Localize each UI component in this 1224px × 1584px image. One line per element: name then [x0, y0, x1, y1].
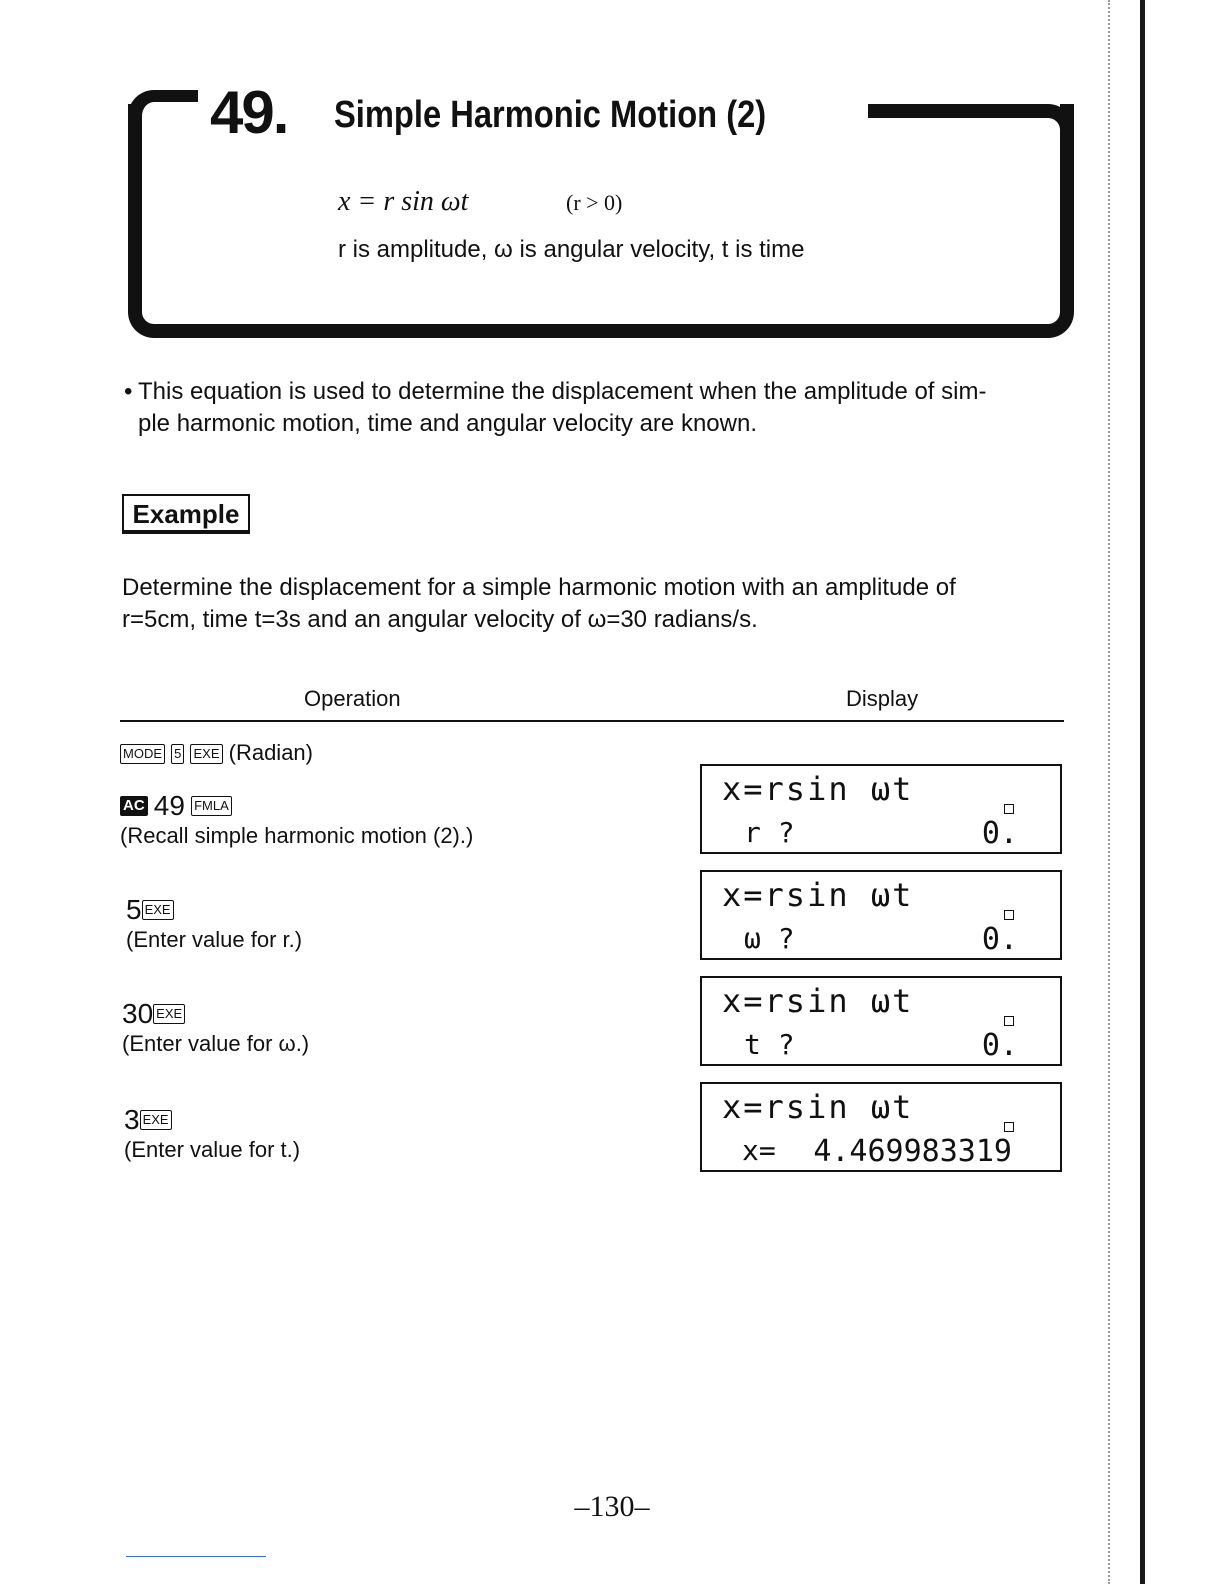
- bullet-dot: •: [124, 378, 133, 405]
- example-problem: [122, 572, 1072, 636]
- operation-note: (Enter value for ω.): [122, 1031, 310, 1057]
- header-rule: [120, 720, 1064, 722]
- display-formula: x=rsin ωt: [722, 770, 914, 808]
- display-header: Display: [846, 686, 919, 711]
- problem-line-1: Determine the displacement for a simple harmonic motion with an amplitude of: [122, 574, 956, 601]
- operation-header: Operation: [304, 686, 401, 711]
- exe-key: EXE: [190, 744, 222, 764]
- page-edge: [1140, 0, 1145, 1584]
- operation-number: 49: [153, 790, 185, 822]
- mode-key: MODE: [120, 744, 165, 764]
- operation-note: (Radian): [228, 740, 313, 765]
- formula: x = r sin ωt: [338, 186, 469, 217]
- description-bullet: [124, 376, 1074, 440]
- operation-number: 30: [122, 998, 154, 1030]
- display-prompt: ω ?: [744, 922, 795, 955]
- problem-line-2: r=5cm, time t=3s and an angular velocity of ω=30 radians/s.: [122, 606, 758, 633]
- display-formula: x=rsin ωt: [722, 1088, 914, 1126]
- page-binding-dots: [1108, 0, 1112, 1584]
- operation-number: 5: [126, 894, 142, 926]
- operation-note: (Recall simple harmonic motion (2).): [120, 823, 474, 849]
- formula-definition: r is amplitude, ω is angular velocity, t is time: [338, 236, 805, 263]
- fmla-key: FMLA: [191, 796, 232, 816]
- title-frame-corner: [128, 90, 198, 130]
- title-frame-corner: [868, 104, 1074, 144]
- display-value: 0.: [981, 816, 1018, 851]
- radian-indicator-icon: [1004, 910, 1014, 920]
- operation-step: [120, 790, 473, 851]
- operation-step: [126, 894, 302, 955]
- calculator-display: [700, 976, 1062, 1066]
- operation-number: 3: [124, 1104, 140, 1136]
- bullet-line-2: ple harmonic motion, time and angular velocity are known.: [138, 410, 757, 437]
- five-key: 5: [171, 744, 184, 764]
- display-result-value: 4.469983319: [813, 1134, 1012, 1169]
- operation-step: [120, 738, 313, 768]
- operation-step: [122, 998, 309, 1059]
- calculator-display: [700, 1082, 1062, 1172]
- bullet-line-1: This equation is used to determine the displacement when the amplitude of sim-: [138, 378, 987, 405]
- exe-key: EXE: [153, 1004, 185, 1024]
- calculator-display: [700, 764, 1062, 854]
- formula-condition: (r > 0): [566, 190, 623, 215]
- operation-step: [124, 1104, 300, 1165]
- display-value: 0.: [981, 1028, 1018, 1063]
- page-number: –130–: [574, 1490, 650, 1523]
- display-formula: x=rsin ωt: [722, 876, 914, 914]
- display-formula: x=rsin ωt: [722, 982, 914, 1020]
- section-title: Simple Harmonic Motion (2): [334, 94, 767, 136]
- display-result-label: x=: [742, 1134, 776, 1167]
- example-label: Example: [122, 494, 250, 534]
- exe-key: EXE: [140, 1110, 172, 1130]
- operation-note: (Enter value for t.): [124, 1137, 301, 1163]
- display-prompt: r ?: [744, 816, 795, 849]
- section-number: 49.: [206, 74, 291, 152]
- calculator-display: [700, 870, 1062, 960]
- exe-key: EXE: [142, 900, 174, 920]
- radian-indicator-icon: [1004, 804, 1014, 814]
- radian-indicator-icon: [1004, 1016, 1014, 1026]
- footer-line: [126, 1556, 266, 1557]
- operation-note: (Enter value for r.): [126, 927, 303, 953]
- display-value: 0.: [981, 922, 1018, 957]
- ac-key: AC: [120, 796, 148, 816]
- display-prompt: t ?: [744, 1028, 795, 1061]
- radian-indicator-icon: [1004, 1122, 1014, 1132]
